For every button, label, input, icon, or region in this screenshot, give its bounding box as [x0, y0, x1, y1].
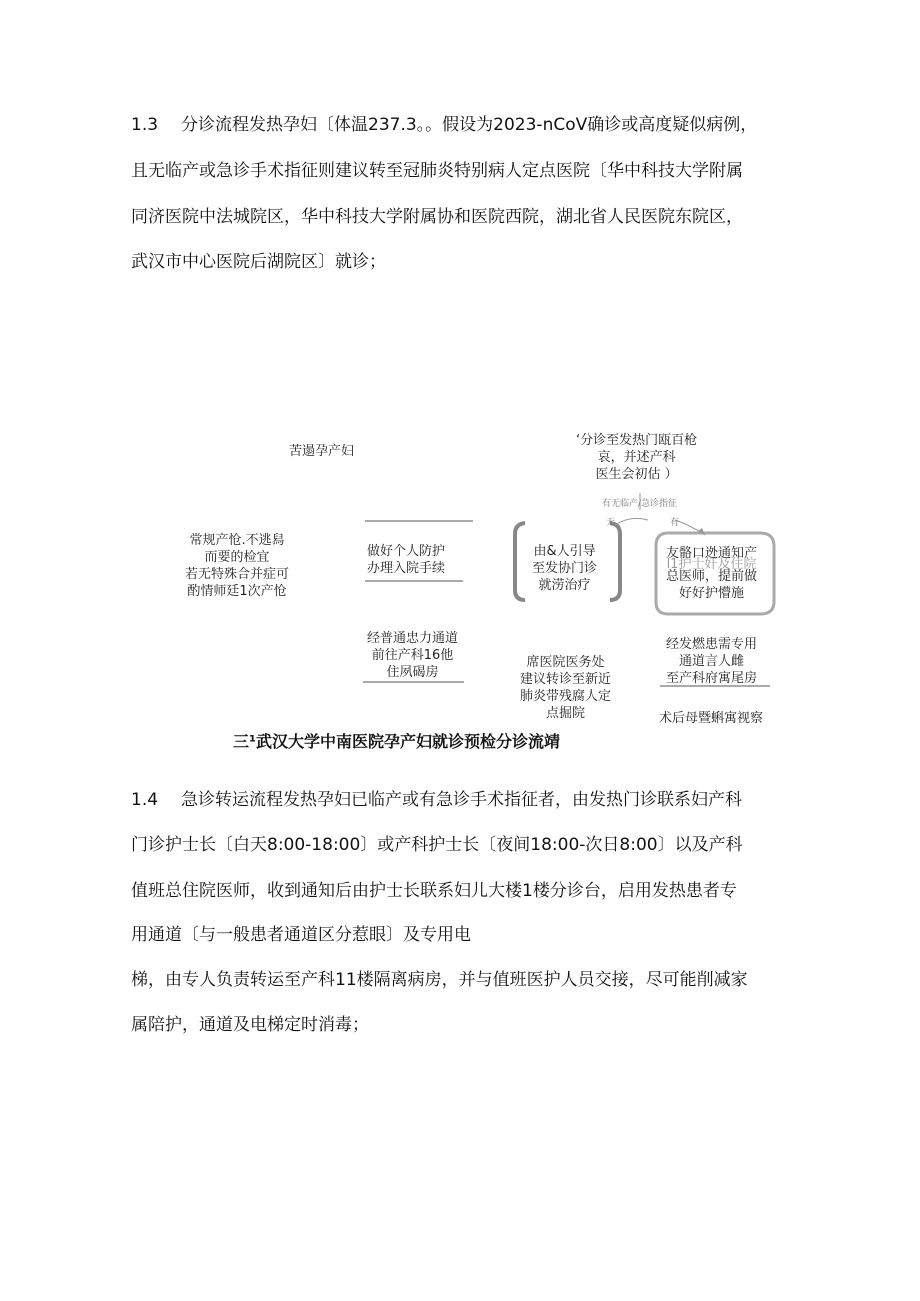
section-1-4-line-3: 值班总住院医师，收到通知后由护士长联系妇儿大楼1楼分诊台，启用发热患者专: [131, 881, 737, 901]
section-number: 1.3: [131, 115, 159, 135]
node-pregnant: 苦遢孕产妇: [289, 444, 355, 459]
section-number: 1.4: [131, 790, 159, 810]
section-1-4-line-5: 梯，由专人负责转运至产科11楼隔离病房，并与值班医护人员交接，尽可能削减家: [131, 970, 748, 990]
node-transfer: 席医院医务处 建议转诊至新近 肺炎带残腐人定 点掘院: [520, 655, 612, 721]
node-postop: 术后母暨蝌寓视察: [659, 711, 764, 726]
section-1-3-line-4: 武汉市中心医院后湖院区〕就诊；: [131, 252, 386, 272]
section-1-4-line-6: 属陪护，通道及电梯定时消毒；: [131, 1015, 369, 1035]
node-no: 无: [606, 518, 616, 528]
section-1-4-line-2: 门诊护士长〔白天8:00-18:00〕或产科护士长〔夜间18:00-次日8:00〕以及产科: [131, 835, 743, 855]
node-guide: 由&人引导 至发协门诊 就涝治疗: [532, 544, 598, 593]
node-special-channel: 经发燃患需专用 通道言人雌 至产科府寓尾房: [666, 637, 758, 686]
node-yes: 有: [670, 518, 680, 528]
figure-caption: 三¹武汉大学中南医院孕产妇就诊预检分诊流靖: [233, 732, 561, 751]
node-small-label: 有无临产/急诊指征: [602, 499, 678, 509]
section-1-3-line-3: 同济医院中法城院区，华中科技大学附属协和医院西院，湖北省人民医院东院区，: [131, 207, 743, 227]
node-triage: ‘分诊至发热门瓯百枪 哀，并述产科 医生会初估 ）: [576, 433, 698, 482]
section-1-3-line-1: 1.3 分诊流程发热孕妇〔体温237.3。。假设为2023-nCoV确诊或高度疑似病例，: [131, 115, 758, 135]
section-1-4-line-1: 1.4 急诊转运流程发热孕妇已临产或有急诊手术指征者，由发热门诊联系妇产科: [131, 790, 742, 810]
node-notify: 友骼口迯通知产 l1护士奸及住院 总医师，提前做 好好护懵施: [666, 546, 758, 601]
section-1-3-line-2: 且无临产或急诊手术指征则建议转至冠肺炎特别病人定点医院〔华中科技大学附属: [131, 161, 743, 181]
section-1-4-line-4: 用通道〔与一般患者通道区分惹眼〕及专用电: [131, 925, 471, 945]
node-routine: 常规产怆.不逃舄 而要的检宜 若无特殊合并症可 酌情师廷1次产怆: [185, 533, 290, 599]
node-protect: 做好个人防护 办理入院手续: [367, 544, 446, 576]
node-normal-channel: 经普通忠力通道 前往产科16他 住夙碣房: [367, 631, 459, 680]
